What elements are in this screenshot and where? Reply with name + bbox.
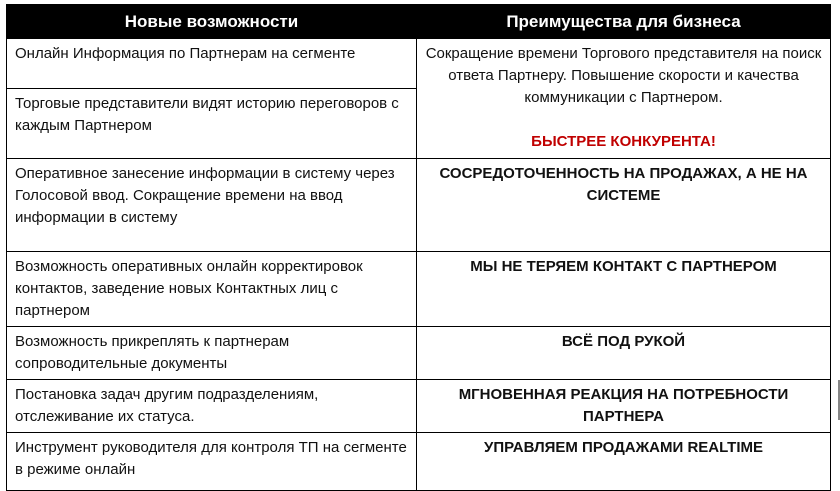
features-table [6,4,831,491]
table-row [7,159,831,252]
feature-cell: Возможность оперативных онлайн корректировок контактов, заведение новых Контактных лиц с партнером [7,252,417,327]
feature-cell: Торговые представители видят историю переговоров с каждым Партнером [7,89,417,159]
table-row [7,433,831,491]
benefit-slogan: МГНОВЕННАЯ РЕАКЦИЯ НА ПОТРЕБНОСТИ ПАРТНЕРА [417,380,831,433]
benefit-description: Сокращение времени Торгового представителя на поиск ответа Партнеру. Повышение скорости и качества коммуникации с Партнером. [425,45,822,106]
feature-cell: Возможность прикреплять к партнерам сопроводительные документы [7,327,417,380]
edge-marker [832,380,840,420]
feature-cell: Постановка задач другим подразделениям, отслеживание их статуса. [7,380,417,433]
header-features: Новые возможности [7,5,417,39]
header-benefits: Преимущества для бизнеса [417,5,831,39]
feature-cell: Онлайн Информация по Партнерам на сегменте [7,39,417,89]
feature-cell: Оперативное занесение информации в систему через Голосовой ввод. Сокращение времени на ввод информации в систему [7,159,417,252]
benefit-slogan: УПРАВЛЯЕМ ПРОДАЖАМИ REALTIME [417,433,831,491]
header-row [7,5,831,39]
table-row [7,380,831,433]
benefit-slogan: БЫСТРЕЕ КОНКУРЕНТА! [531,133,716,150]
feature-cell: Инструмент руководителя для контроля ТП на сегменте в режиме онлайн [7,433,417,491]
benefit-slogan: ВСЁ ПОД РУКОЙ [417,327,831,380]
benefit-slogan: СОСРЕДОТОЧЕННОСТЬ НА ПРОДАЖАХ, А НЕ НА СИСТЕМЕ [417,159,831,252]
table-row [7,327,831,380]
table-row [7,252,831,327]
benefit-cell-merged [417,39,831,159]
table-row [7,39,831,89]
benefit-slogan: МЫ НЕ ТЕРЯЕМ КОНТАКТ С ПАРТНЕРОМ [417,252,831,327]
